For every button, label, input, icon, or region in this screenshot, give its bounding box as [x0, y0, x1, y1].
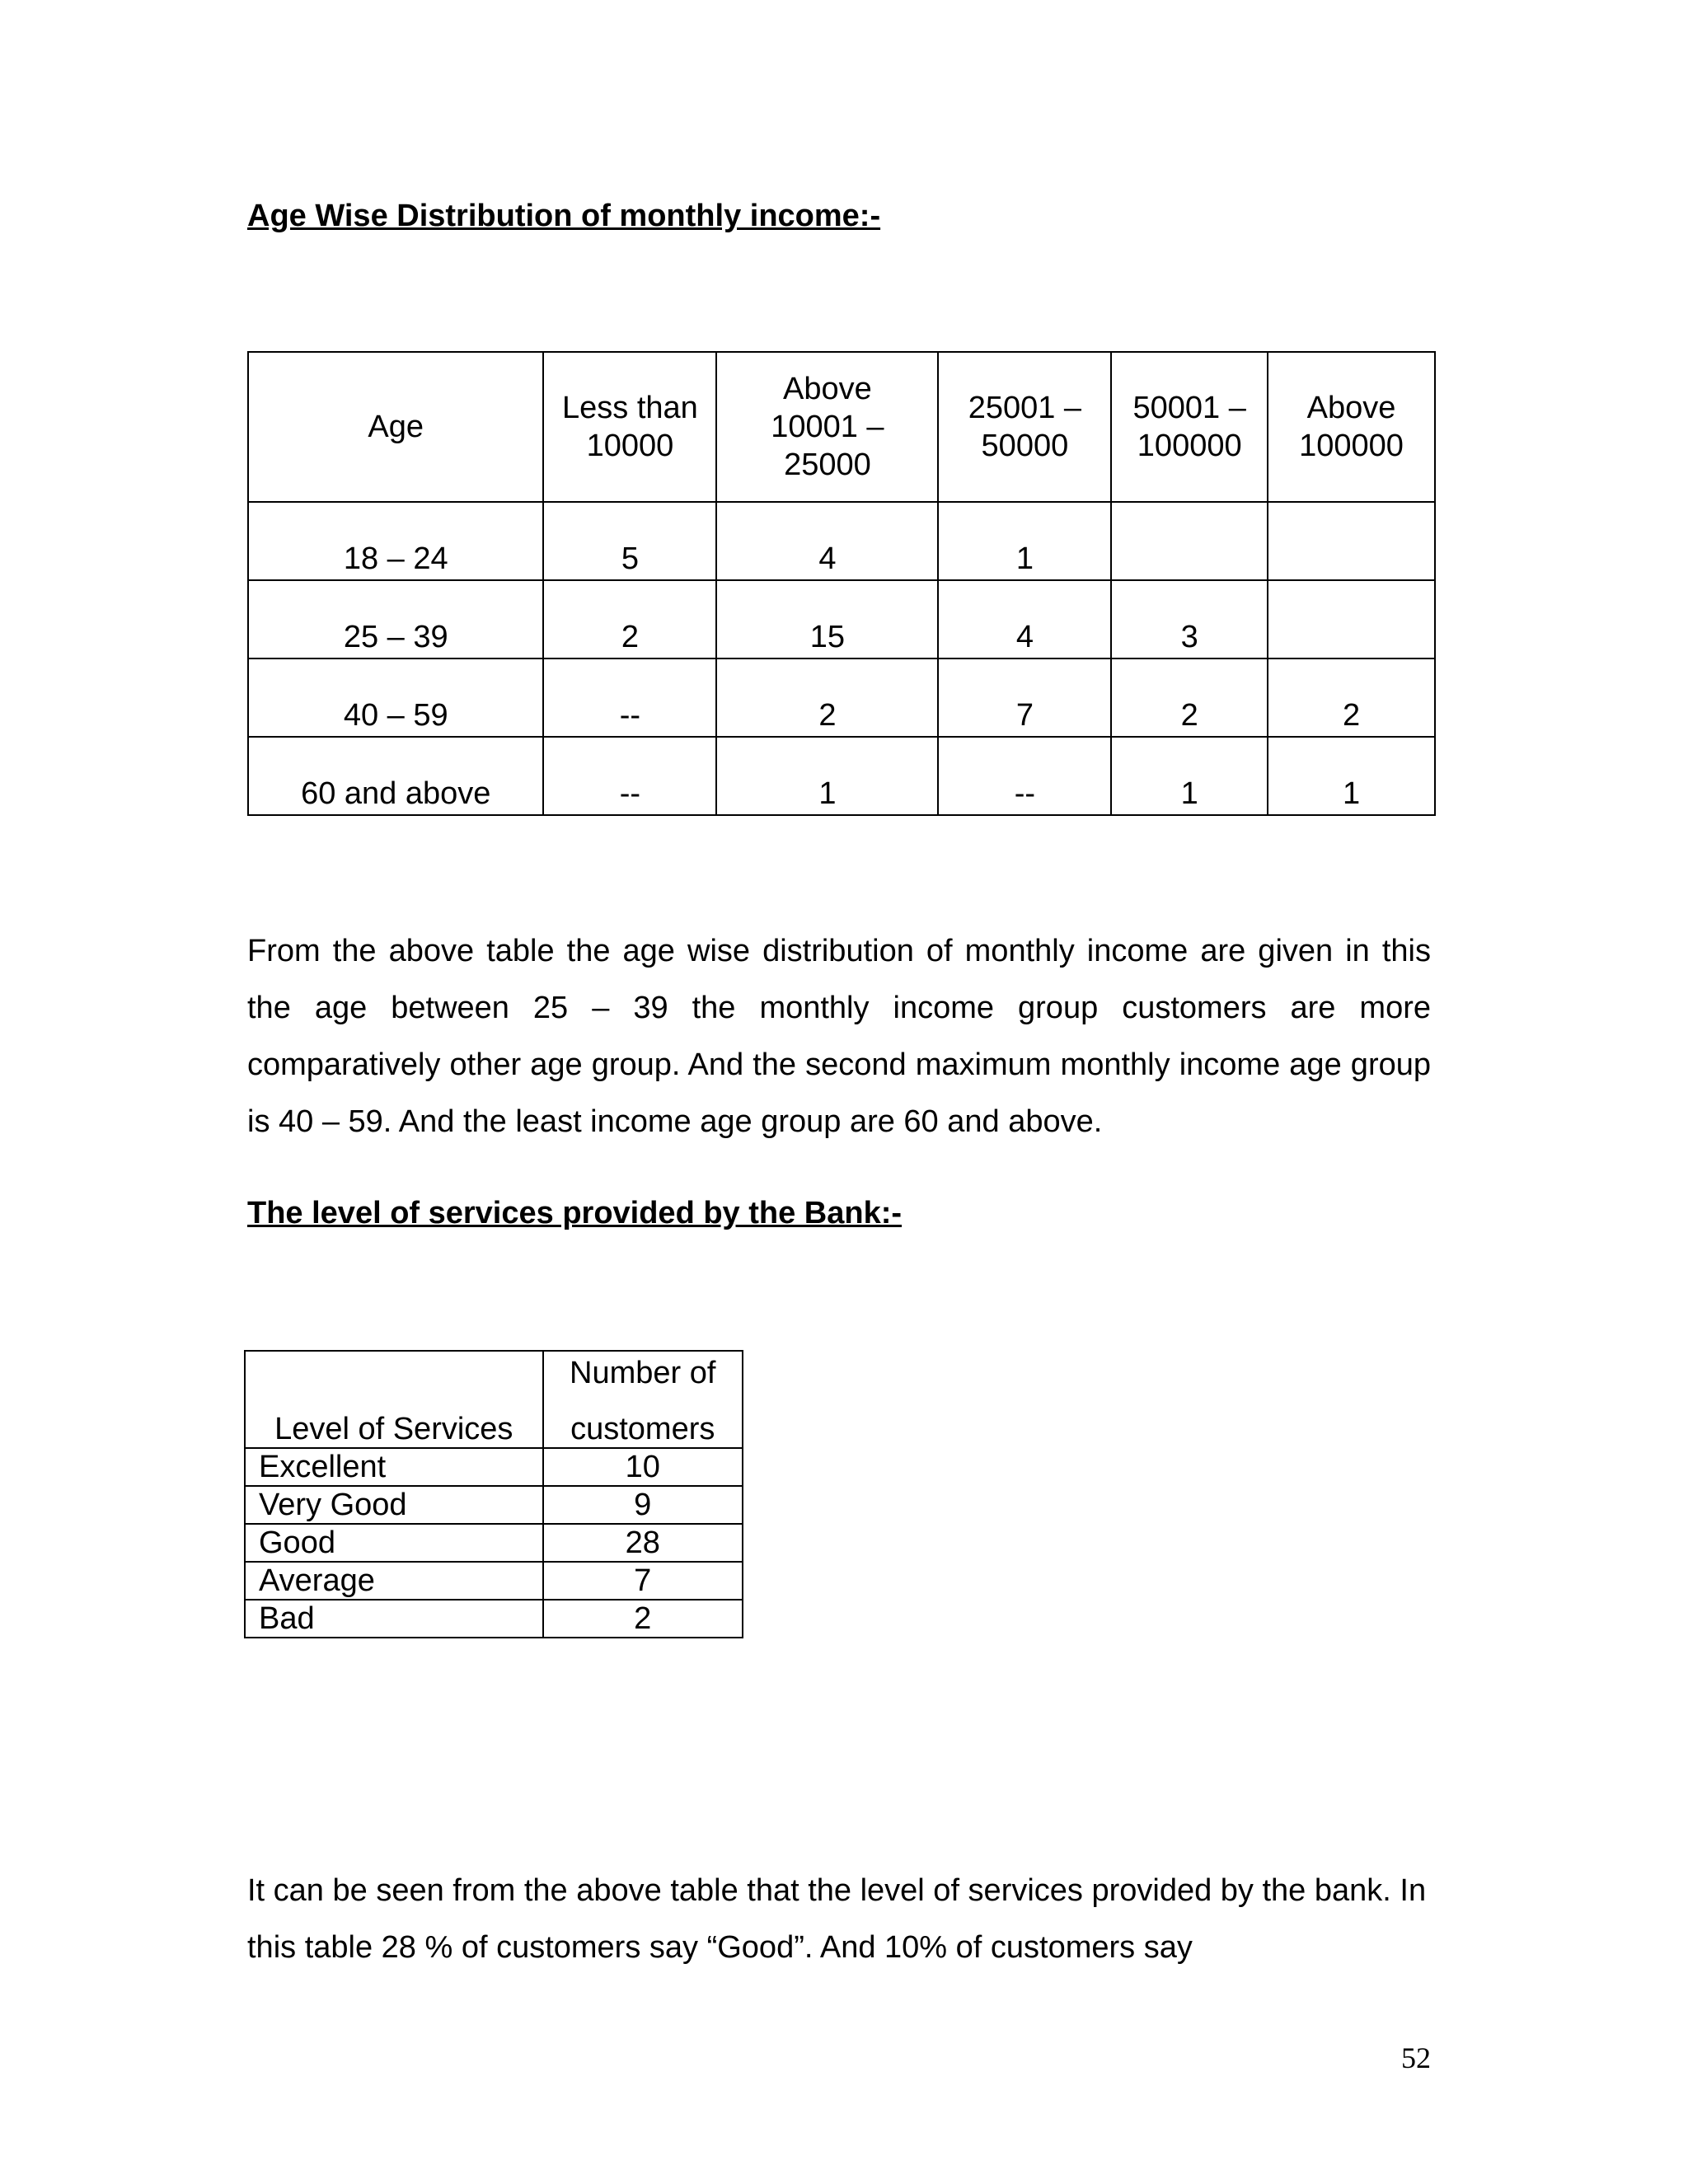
column-header-label: 50001 – 100000	[1132, 391, 1246, 463]
table-cell: 2	[716, 658, 938, 737]
table-row	[248, 580, 1435, 658]
table-cell: 2	[543, 1600, 743, 1638]
table-cell: 40 – 59	[248, 658, 543, 737]
table-cell: 4	[938, 580, 1111, 658]
column-header	[543, 1351, 743, 1448]
table-cell: 28	[543, 1524, 743, 1562]
table-cell: --	[543, 737, 716, 815]
table-cell: 7	[938, 658, 1111, 737]
table-cell: Very Good	[245, 1486, 543, 1524]
column-header	[248, 352, 543, 502]
column-header-label: Above 10001 – 25000	[771, 372, 884, 482]
table-cell: 9	[543, 1486, 743, 1524]
table-cell: 25 – 39	[248, 580, 543, 658]
section-heading-services: The level of services provided by the Bank:-	[247, 1196, 903, 1230]
table-cell	[1268, 580, 1435, 658]
table-cell: 4	[716, 502, 938, 580]
table-header-row	[245, 1351, 743, 1448]
column-header	[543, 352, 716, 502]
table-cell	[1268, 502, 1435, 580]
table-row	[248, 502, 1435, 580]
table-row	[245, 1448, 743, 1486]
table-cell: Good	[245, 1524, 543, 1562]
income-distribution-table	[247, 351, 1436, 816]
table-row	[248, 737, 1435, 815]
table-cell: Excellent	[245, 1448, 543, 1486]
table-row	[245, 1562, 743, 1600]
column-header-label: Age	[368, 410, 424, 444]
income-analysis-paragraph: From the above table the age wise distribution of monthly income are given in this the age between 25 – 39 the monthly income group customers are more comparatively other age group. And the second maximum monthly income age group is 40 – 59. And the least income age group are 60 and above.	[247, 934, 1431, 1139]
column-header-line: Number of	[570, 1356, 716, 1390]
table-cell: 2	[1268, 658, 1435, 737]
table-row	[245, 1486, 743, 1524]
column-header	[716, 352, 938, 502]
column-header: Level of Services	[245, 1351, 543, 1448]
table-cell: 10	[543, 1448, 743, 1486]
table-row	[248, 658, 1435, 737]
column-header	[1111, 352, 1268, 502]
table-cell: 3	[1111, 580, 1268, 658]
table-cell: --	[938, 737, 1111, 815]
table-cell: 15	[716, 580, 938, 658]
column-header-label: 25001 – 50000	[968, 391, 1082, 463]
column-header	[1268, 352, 1435, 502]
table-row	[245, 1600, 743, 1638]
table-cell	[1111, 502, 1268, 580]
column-header-label: Less than 10000	[562, 391, 698, 463]
column-header	[938, 352, 1111, 502]
table-cell: Average	[245, 1562, 543, 1600]
table-header-row	[248, 352, 1435, 502]
table-cell: 2	[543, 580, 716, 658]
table-cell: Bad	[245, 1600, 543, 1638]
page-number: 52	[1401, 2041, 1431, 2074]
section-heading-income: Age Wise Distribution of monthly income:-	[247, 199, 881, 233]
table-cell: 1	[1111, 737, 1268, 815]
services-analysis-paragraph: It can be seen from the above table that the level of services provided by the bank. In this table 28 % of customers say “Good”. And 10% of customers say	[247, 1873, 1427, 1965]
table-cell: 1	[938, 502, 1111, 580]
table-cell: 60 and above	[248, 737, 543, 815]
table-cell: 1	[1268, 737, 1435, 815]
table-cell: 18 – 24	[248, 502, 543, 580]
service-level-table	[244, 1350, 743, 1638]
table-cell: 7	[543, 1562, 743, 1600]
column-header-label: Above 100000	[1299, 391, 1404, 463]
table-cell: --	[543, 658, 716, 737]
table-cell: 2	[1111, 658, 1268, 737]
table-row	[245, 1524, 743, 1562]
table-cell: 5	[543, 502, 716, 580]
column-header-line: customers	[570, 1412, 715, 1446]
table-cell: 1	[716, 737, 938, 815]
